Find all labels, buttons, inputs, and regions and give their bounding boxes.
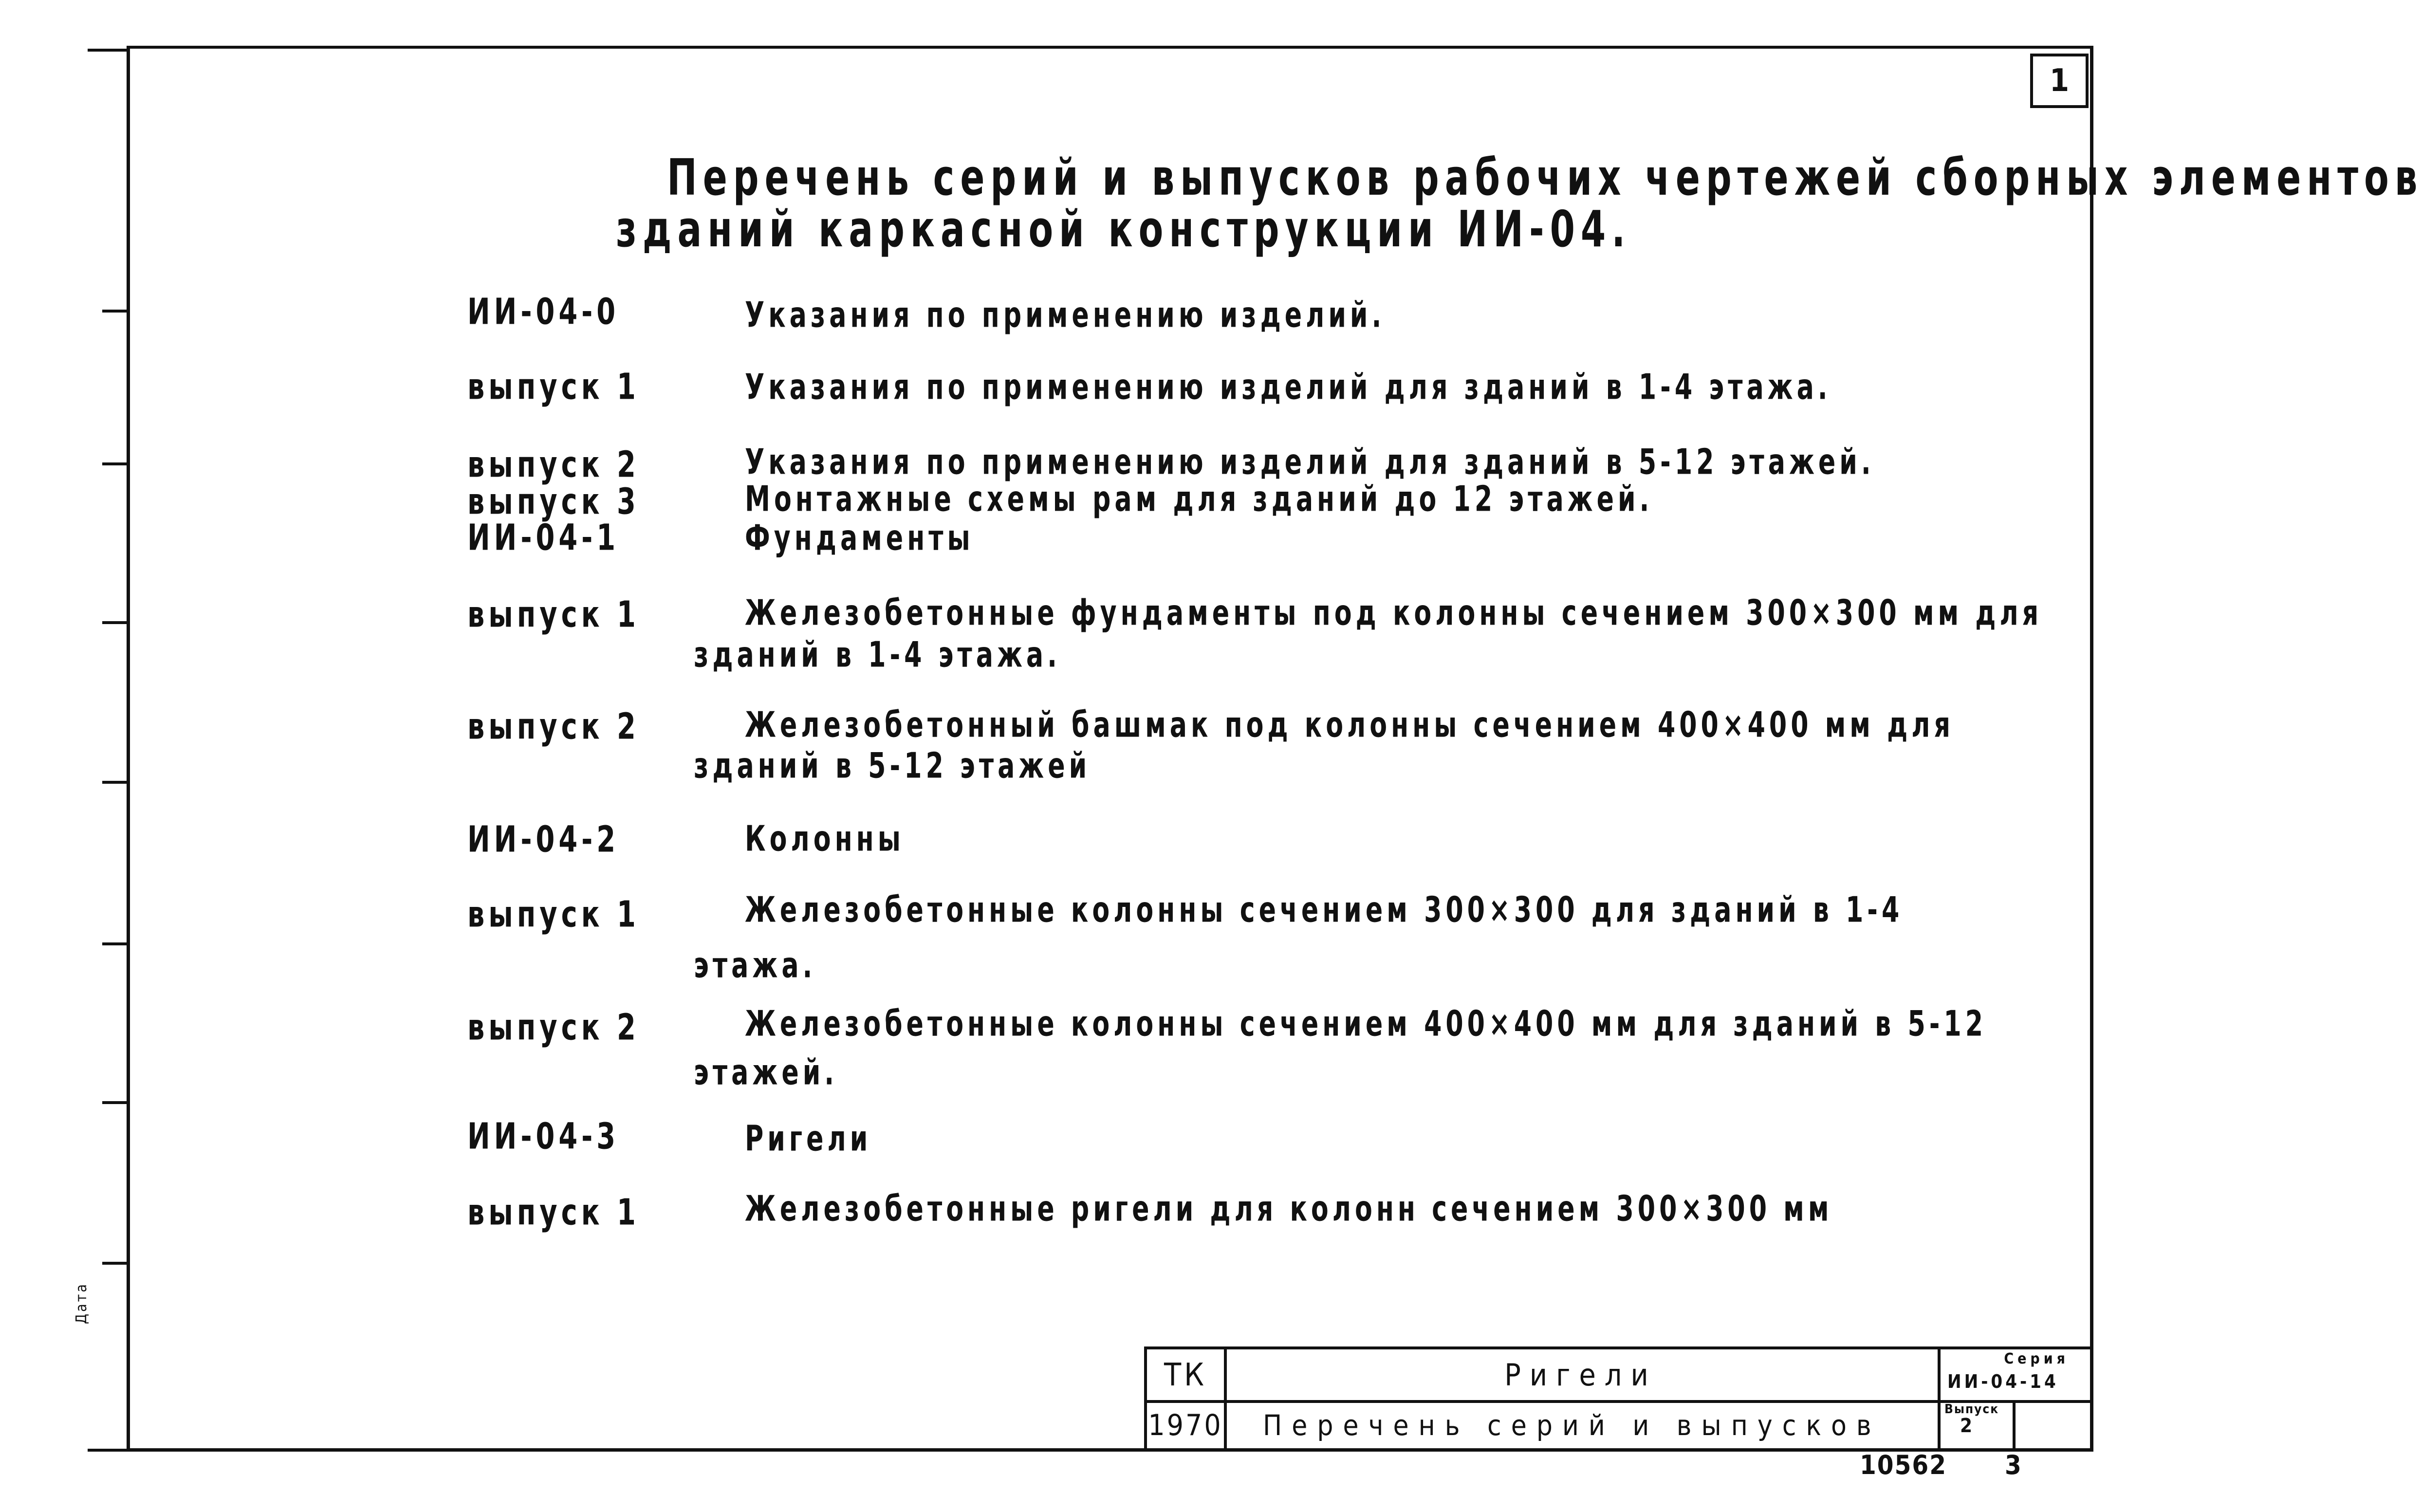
entry-text: Указания по применению изделий для зданий в 5-12 этажей. <box>745 441 1875 482</box>
title-block-organization: ТК <box>1147 1349 1227 1403</box>
bottom-margin-line <box>88 1449 146 1452</box>
series-label: Серия <box>2004 1350 2069 1367</box>
entry-code: выпуск 1 <box>467 893 640 936</box>
entry-text: Фундаменты <box>745 517 974 558</box>
issue-label: Выпуск <box>1944 1402 1999 1417</box>
entry-code: выпуск 1 <box>467 365 640 408</box>
page-number: 1 <box>2030 54 2089 108</box>
margin-tick <box>102 621 127 624</box>
entry-text-continuation: зданий в 5-12 этажей <box>694 745 1091 786</box>
entry-text-continuation: зданий в 1-4 этажа. <box>694 634 1061 675</box>
binding-line <box>88 49 129 52</box>
entry-text-continuation: этажей. <box>694 1051 838 1093</box>
entry-code: ИИ-04-2 <box>467 818 620 861</box>
title-block <box>1144 1346 2093 1452</box>
margin-tick <box>102 1262 127 1265</box>
entry-code: выпуск 2 <box>467 1006 640 1049</box>
entry-text: Железобетонные фундаменты под колонны сечением 300×300 мм для <box>745 592 2043 633</box>
entry-text: Указания по применению изделий. <box>745 294 1386 335</box>
archive-page: 3 <box>2005 1450 2021 1480</box>
entry-code: выпуск 1 <box>467 593 640 636</box>
title-block-issue <box>1938 1400 2016 1452</box>
entry-code: ИИ-04-0 <box>467 290 620 333</box>
margin-tick <box>102 310 127 313</box>
title-block-sheet-title: Перечень серий и выпусков <box>1224 1400 1941 1452</box>
document-title-line-2: зданий каркасной конструкции ИИ-04. <box>616 201 1631 258</box>
margin-tick <box>102 1101 127 1104</box>
entry-code: выпуск 1 <box>467 1191 640 1234</box>
issue-value: 2 <box>1960 1415 1973 1437</box>
entry-code: ИИ-04-3 <box>467 1115 620 1158</box>
entry-text-continuation: этажа. <box>694 944 816 986</box>
entry-code: выпуск 2 <box>467 705 640 748</box>
entry-text: Железобетонный башмак под колонны сечением 400×400 мм для <box>745 704 1954 745</box>
margin-tick <box>102 942 127 945</box>
entry-text: Железобетонные колонны сечением 400×400 мм для зданий в 5-12 <box>745 1003 1987 1044</box>
entry-text: Ригели <box>745 1118 872 1159</box>
margin-tick <box>102 781 127 784</box>
entry-code: выпуск 3 <box>467 480 640 523</box>
entry-text: Указания по применению изделий для зданий в 1-4 этажа. <box>745 366 1831 407</box>
archive-number: 10562 <box>1860 1450 1947 1480</box>
margin-note: Дата <box>73 1282 90 1324</box>
entry-text: Железобетонные колонны сечением 300×300 для зданий в 1-4 <box>745 889 1904 930</box>
entry-text: Монтажные схемы рам для зданий до 12 этажей. <box>745 478 1653 519</box>
document-title-line-1: Перечень серий и выпусков рабочих чертежей сборных элементов <box>667 149 2423 207</box>
title-block-drawing-name: Ригели <box>1224 1349 1941 1403</box>
title-block-series <box>1938 1349 2090 1403</box>
entry-text: Колонны <box>745 818 905 859</box>
margin-tick <box>102 462 127 465</box>
title-block-year: 1970 <box>1147 1400 1227 1452</box>
entry-code: ИИ-04-1 <box>467 516 620 559</box>
series-value: ИИ-04-14 <box>1947 1371 2059 1392</box>
entry-code: выпуск 2 <box>467 443 640 486</box>
entry-text: Железобетонные ригели для колонн сечением 300×300 мм <box>745 1188 1833 1229</box>
